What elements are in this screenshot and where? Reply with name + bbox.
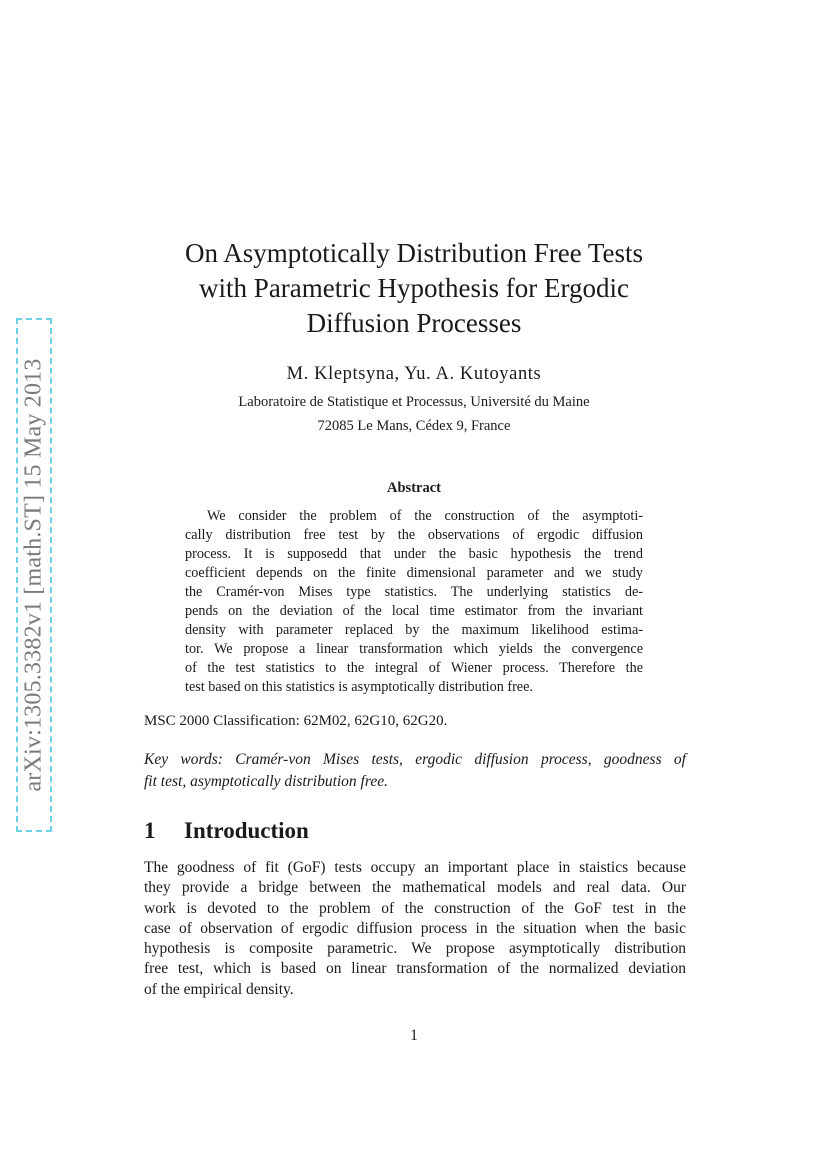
paragraph-line: hypothesis is composite parametric. We propose asymptotically distribution — [144, 940, 686, 958]
arxiv-identifier: arXiv:1305.3382v1 [math.ST] 15 May 2013 — [20, 358, 47, 792]
title-line-1: On Asymptotically Distribution Free Tests — [184, 238, 644, 268]
keywords-line-2: fit test, asymptotically distribution free. — [144, 773, 388, 790]
abstract-heading: Abstract — [387, 480, 441, 496]
abstract-line: tor. We propose a linear transformation which yields the convergence — [185, 641, 643, 657]
paragraph-line: The goodness of fit (GoF) tests occupy an important place in staistics because — [144, 859, 686, 876]
paper-title — [100, 236, 728, 341]
keywords — [144, 749, 686, 793]
msc-classification: MSC 2000 Classification: 62M02, 62G10, 62G20. — [144, 713, 448, 729]
abstract-line: of the test statistics to the integral of Wiener process. Therefore the — [185, 660, 643, 676]
paragraph-line: case of observation of ergodic diffusion process in the situation when the basic — [144, 919, 686, 937]
abstract-line: process. It is supposedd that under the basic hypothesis the trend — [185, 546, 643, 562]
section-title: Introduction — [184, 818, 309, 843]
section-number: 1 — [144, 818, 156, 843]
page-number: 1 — [410, 1027, 418, 1044]
paragraph-line: of the empirical density. — [144, 980, 294, 998]
paragraph-line: they provide a bridge between the mathematical models and real data. Our — [144, 879, 686, 897]
abstract-line: the Cramér-von Mises type statistics. The underlying statistics de- — [185, 584, 643, 600]
abstract-line: density with parameter replaced by the maximum likelihood estima- — [185, 622, 643, 638]
abstract-body — [185, 507, 643, 697]
paragraph-line: free test, which is based on linear transformation of the normalized deviation — [144, 960, 686, 978]
arxiv-stamp — [16, 318, 52, 832]
abstract-line: We consider the problem of the construction of the asymptoti- — [207, 508, 643, 524]
abstract-line: test based on this statistics is asymptotically distribution free. — [185, 679, 533, 695]
affiliation-line-1: Laboratoire de Statistique et Processus, Université du Maine — [238, 394, 590, 410]
paragraph-line: work is devoted to the problem of the construction of the GoF test in the — [144, 899, 686, 917]
affiliation-line-2: 72085 Le Mans, Cédex 9, France — [317, 418, 511, 434]
introduction-paragraph — [144, 858, 686, 1000]
title-line-2: with Parametric Hypothesis for Ergodic — [199, 273, 629, 303]
abstract-line: cally distribution free test by the observations of ergodic diffusion — [185, 527, 643, 543]
section-heading — [144, 818, 309, 844]
abstract-line: pends on the deviation of the local time estimator from the invariant — [185, 603, 643, 619]
keywords-line-1: Key words: Cramér-von Mises tests, ergodic diffusion process, goodness of — [144, 751, 686, 768]
authors: M. Kleptsyna, Yu. A. Kutoyants — [286, 364, 542, 384]
title-line-3: Diffusion Processes — [306, 308, 522, 338]
abstract-line: coefficient depends on the finite dimensional parameter and we study — [185, 565, 643, 581]
